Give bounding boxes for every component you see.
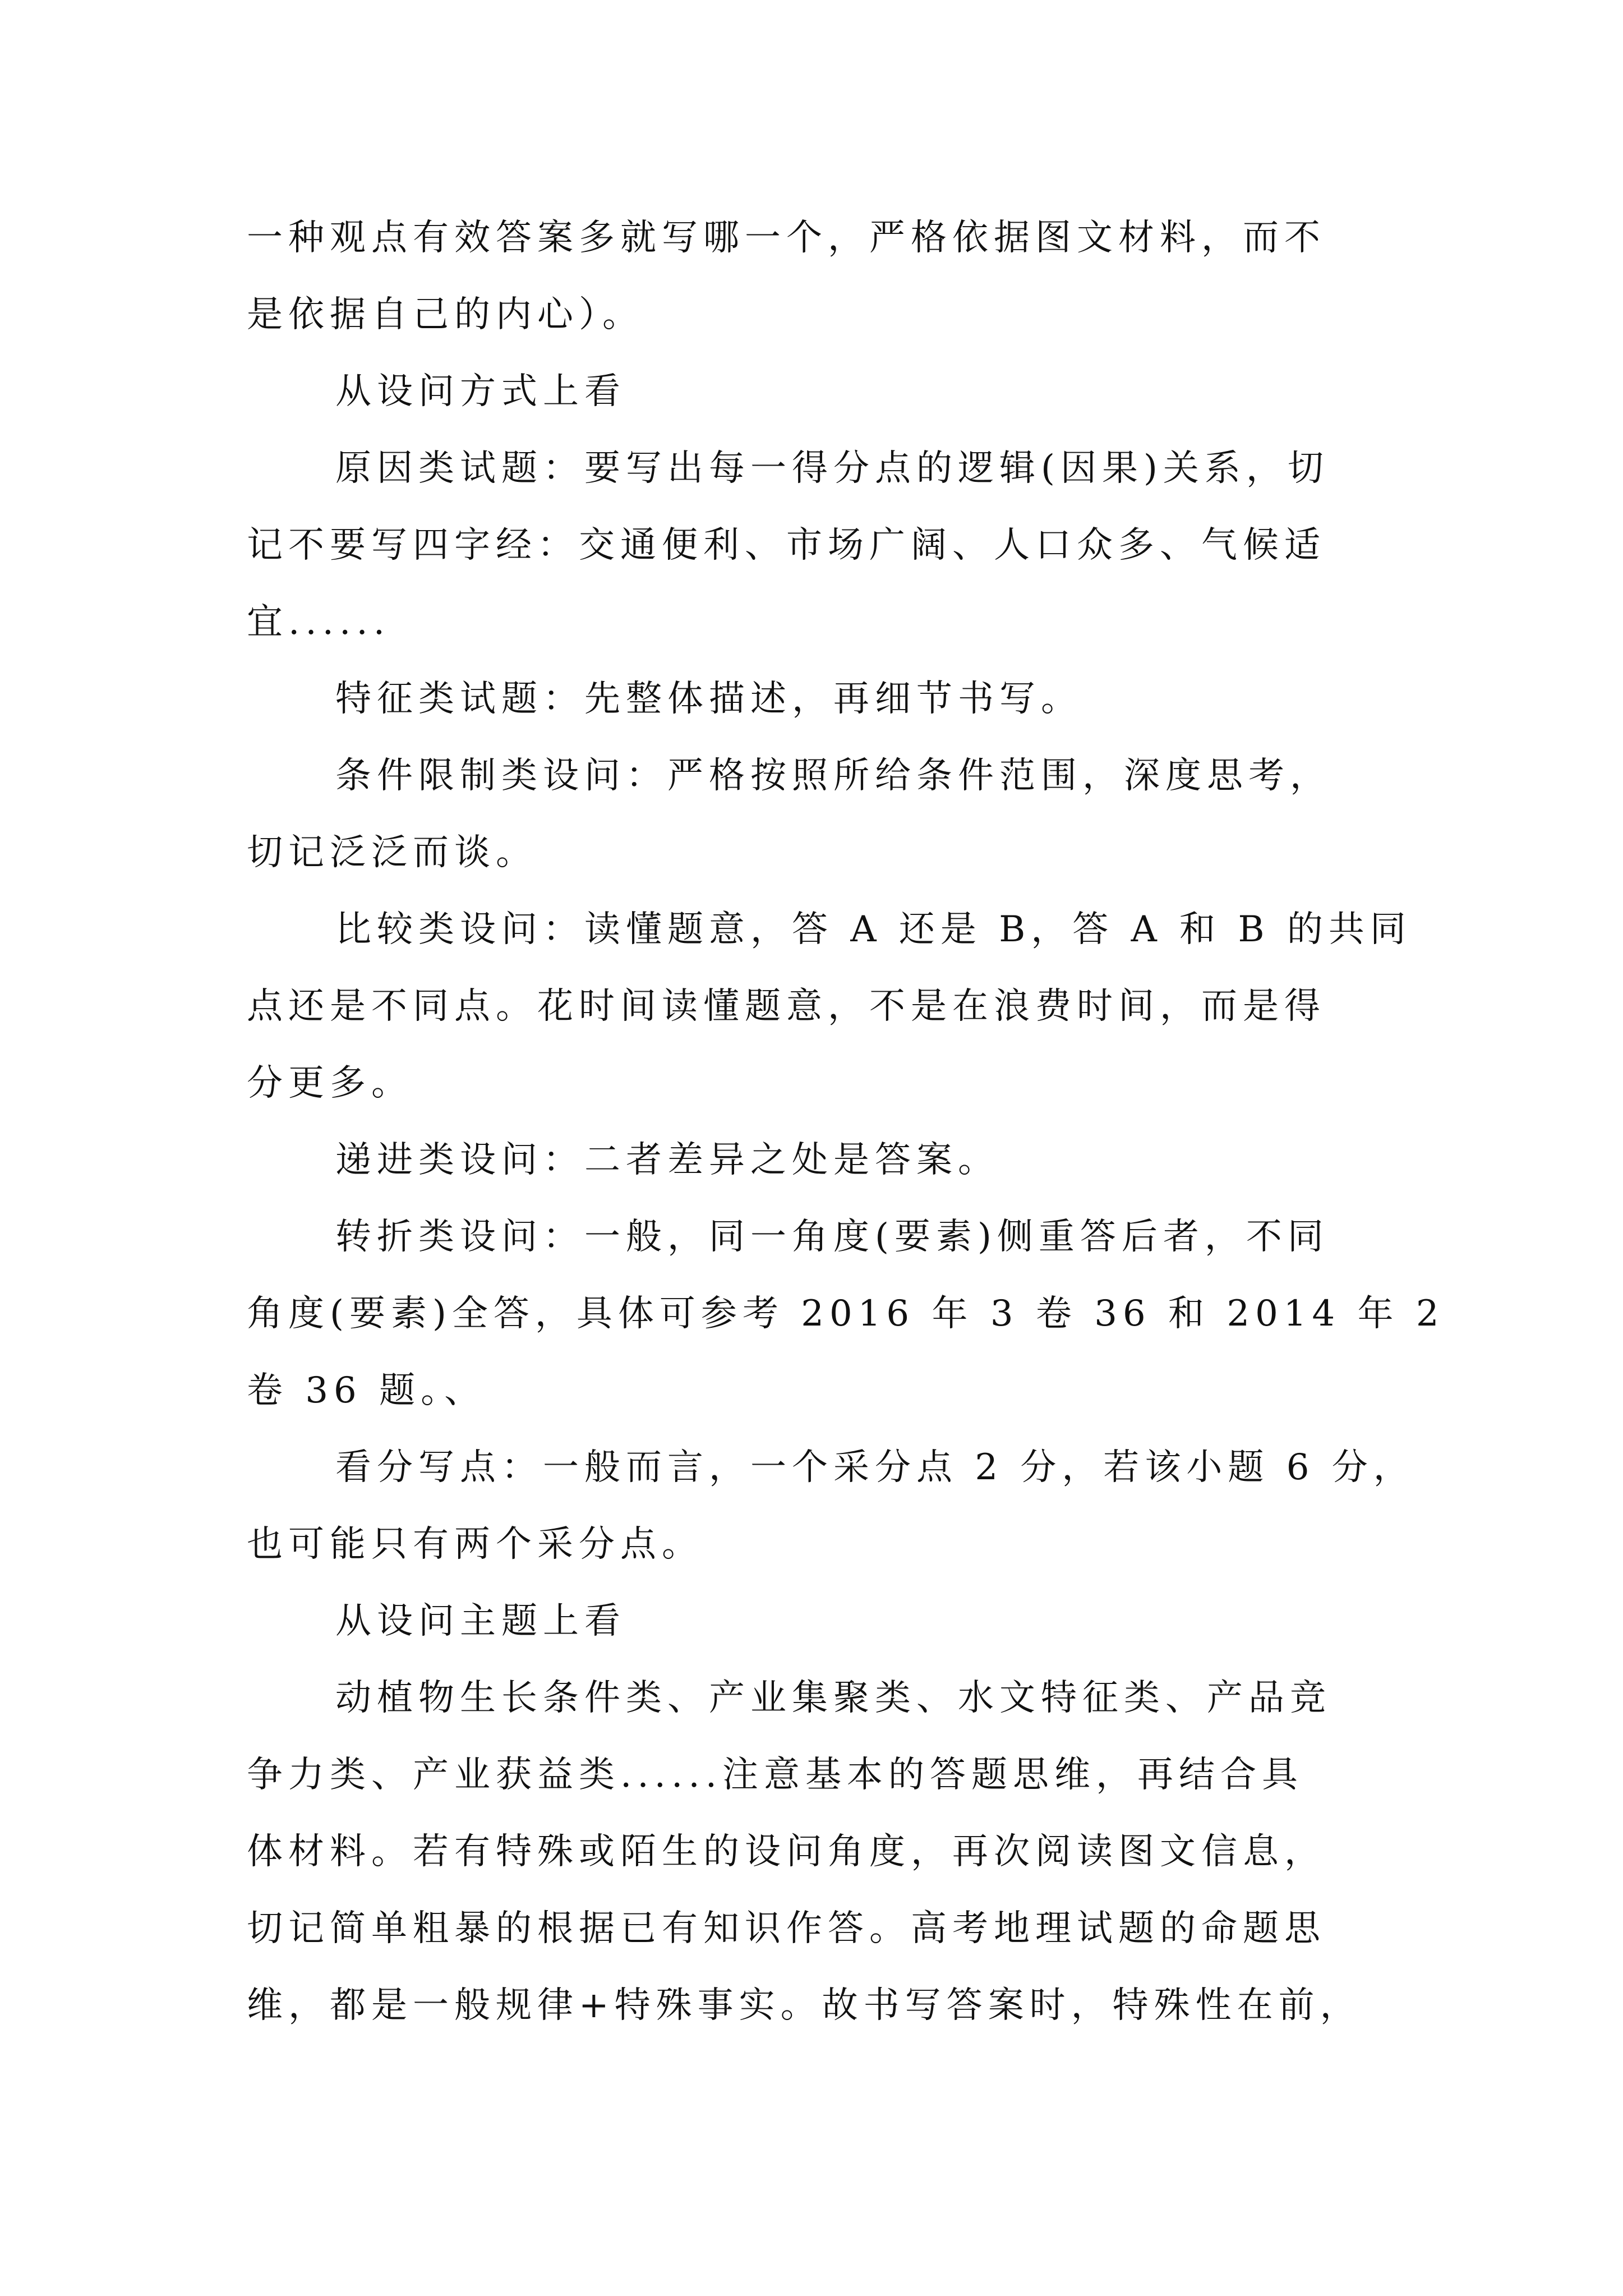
- text-line: 转折类设问：一般，同一角度(要素)侧重答后者，不同: [335, 1216, 1329, 1258]
- text-line: 递进类设问：二者差异之处是答案。: [335, 1139, 999, 1181]
- text-line: 一种观点有效答案多就写哪一个，严格依据图文材料，而不: [247, 217, 1326, 259]
- text-line: 卷 36 题。、: [247, 1370, 486, 1411]
- text-line: 看分写点：一般而言，一个采分点 2 分，若该小题 6 分，: [335, 1447, 1415, 1488]
- text-line: 特征类试题：先整体描述，再细节书写。: [335, 678, 1082, 720]
- text-line: 切记简单粗暴的根据已有知识作答。高考地理试题的命题思: [247, 1908, 1326, 1949]
- text-line: 角度(要素)全答，具体可参考 2016 年 3 卷 36 和 2014 年 2: [247, 1293, 1445, 1335]
- text-line: 分更多。: [247, 1062, 413, 1104]
- text-line: 条件限制类设问：严格按照所给条件范围，深度思考，: [335, 755, 1331, 797]
- text-line: 维，都是一般规律+特殊事实。故书写答案时，特殊性在前，: [247, 1985, 1362, 2026]
- section-heading: 从设问方式上看: [335, 371, 626, 412]
- text-line: 是依据自己的内心）。: [247, 294, 644, 335]
- text-line: 切记泛泛而谈。: [247, 832, 537, 873]
- text-line: 记不要写四字经：交通便利、市场广阔、人口众多、气候适: [247, 524, 1326, 566]
- text-line: 比较类设问：读懂题意，答 A 还是 B，答 A 和 B 的共同: [335, 909, 1412, 950]
- text-line: 争力类、产业获益类......注意基本的答题思维，再结合具: [247, 1754, 1304, 1796]
- text-line: 点还是不同点。花时间读懂题意，不是在浪费时间，而是得: [247, 986, 1326, 1027]
- section-heading: 从设问主题上看: [335, 1600, 626, 1642]
- text-line: 动植物生长条件类、产业集聚类、水文特征类、产品竞: [335, 1677, 1331, 1719]
- text-line: 体材料。若有特殊或陌生的设问角度，再次阅读图文信息，: [247, 1831, 1326, 1872]
- text-line: 宜......: [247, 601, 391, 643]
- text-line: 也可能只有两个采分点。: [247, 1524, 703, 1565]
- text-line: 原因类试题：要写出每一得分点的逻辑(因果)关系，切: [335, 448, 1329, 489]
